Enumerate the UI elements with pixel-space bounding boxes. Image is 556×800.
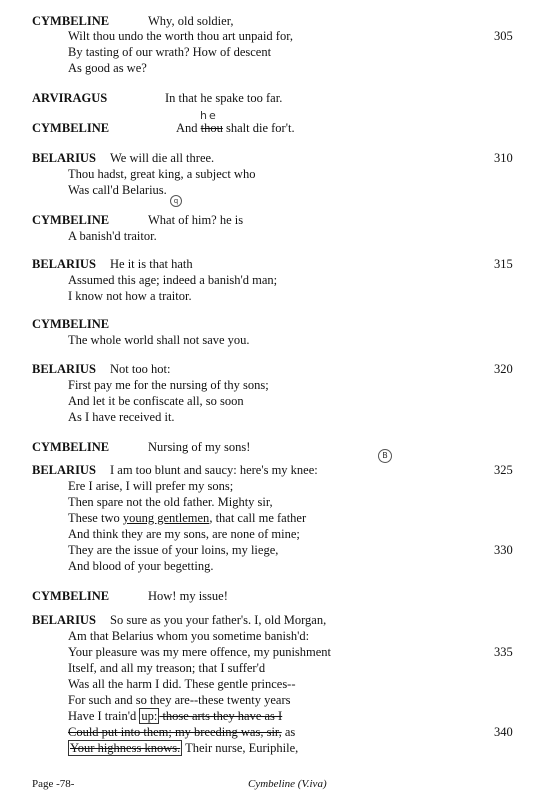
running-title: Cymbeline (V.iva): [248, 778, 327, 790]
verse-line: Ere I arise, I will prefer my sons;: [68, 479, 234, 493]
speaker-label: BELARIUS: [32, 151, 96, 165]
struck-phrase: those arts they have as I: [159, 709, 283, 723]
verse-line: Could put into them; my breeding was, sir, as: [68, 725, 296, 739]
page-number: Page -78-: [32, 778, 75, 790]
verse-line: We will die all three.: [110, 151, 215, 165]
speaker-label: CYMBELINE: [32, 14, 110, 28]
speaker-label: CYMBELINE: [32, 213, 110, 227]
verse-line: For such and so they are--these twenty years: [68, 693, 291, 707]
struck-phrase: Could put into them; my breeding was, sir,: [68, 725, 282, 739]
verse-line: They are the issue of your loins, my liege,: [68, 543, 279, 557]
underlined-phrase: young gentlemen: [122, 511, 210, 525]
line-number: 320: [494, 362, 513, 376]
speaker-label: BELARIUS: [32, 257, 96, 271]
verse-line: Thou hadst, great king, a subject who: [68, 167, 256, 181]
verse-line: And blood of your begetting.: [68, 559, 214, 573]
line-number: 340: [494, 725, 513, 739]
line-number: 325: [494, 463, 513, 477]
verse-line: Itself, and all my treason; that I suffer'd: [68, 661, 266, 675]
verse-line: What of him? he is: [148, 213, 244, 227]
line-number: 315: [494, 257, 513, 271]
speaker-label: BELARIUS: [32, 362, 96, 376]
verse-line: Was call'd Belarius.: [68, 183, 167, 197]
speaker-label: CYMBELINE: [32, 317, 110, 331]
verse-line: So sure as you your father's. I, old Morgan,: [110, 613, 327, 627]
speaker-label: BELARIUS: [32, 613, 96, 627]
speaker-label: CYMBELINE: [32, 121, 110, 135]
speaker-label: BELARIUS: [32, 463, 96, 477]
speaker-label: CYMBELINE: [32, 589, 110, 603]
struck-phrase: Your highness knows.: [70, 741, 181, 755]
verse-line: In that he spake too far.: [165, 91, 283, 105]
verse-line: Your pleasure was my mere offence, my punishment: [68, 645, 332, 659]
verse-line: A banish'd traitor.: [68, 229, 157, 243]
speaker-label: ARVIRAGUS: [32, 91, 108, 105]
verse-line: The whole world shall not save you.: [68, 333, 250, 347]
verse-line: Have I train'd up: those arts they have as I: [68, 709, 283, 723]
verse-line: I am too blunt and saucy: here's my knee:: [110, 463, 318, 477]
verse-line: Not too hot:: [110, 362, 171, 376]
boxed-word: up:: [141, 709, 158, 723]
verse-line: As good as we?: [68, 61, 147, 75]
struck-word: thou: [200, 121, 223, 135]
line-number: 330: [494, 543, 513, 557]
verse-line: He it is that hath: [110, 257, 193, 271]
verse-line: Assumed this age; indeed a banish'd man;: [68, 273, 278, 287]
line-number: 335: [494, 645, 513, 659]
line-number: 305: [494, 29, 513, 43]
verse-line: And think they are my sons, are none of mine;: [68, 527, 300, 541]
verse-line: These two young gentlemen, that call me father: [68, 511, 307, 525]
handwritten-annotation: he: [200, 109, 218, 122]
line-number: 310: [494, 151, 513, 165]
verse-line: First pay me for the nursing of thy sons;: [68, 378, 269, 392]
verse-line: And thou shalt die for't.: [176, 121, 295, 135]
verse-line: I know not how a traitor.: [68, 289, 192, 303]
speaker-label: CYMBELINE: [32, 440, 110, 454]
verse-line: How! my issue!: [148, 589, 228, 603]
verse-line: Nursing of my sons!: [148, 440, 251, 454]
verse-line: Wilt thou undo the worth thou art unpaid for,: [68, 29, 293, 43]
verse-line: Then spare not the old father. Mighty sir,: [68, 495, 273, 509]
verse-line: By tasting of our wrath? How of descent: [68, 45, 272, 59]
verse-line: Am that Belarius whom you sometime banish'd:: [68, 629, 310, 643]
verse-line: Why, old soldier,: [148, 14, 234, 28]
verse-line: As I have received it.: [68, 410, 175, 424]
verse-line: And let it be confiscate all, so soon: [68, 394, 244, 408]
verse-line: Was all the harm I did. These gentle princes--: [68, 677, 296, 691]
circled-annotation: B: [378, 449, 392, 463]
circled-annotation: q: [170, 195, 182, 207]
verse-line: Your highness knows. Their nurse, Euriphile,: [70, 741, 299, 755]
